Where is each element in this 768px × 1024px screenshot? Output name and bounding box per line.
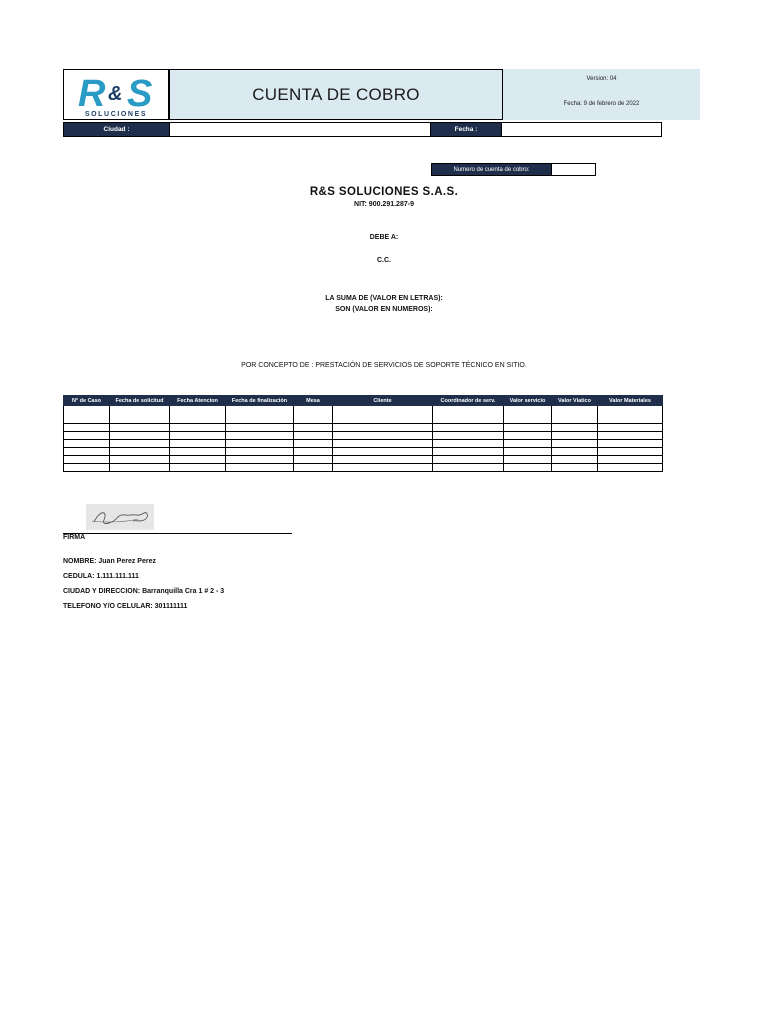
table-row — [64, 424, 663, 432]
concepto-text: POR CONCEPTO DE : PRESTACIÓN DE SERVICIOS DE SOPORTE TÉCNICO EN SITIO. — [241, 362, 527, 369]
table-cell[interactable] — [226, 432, 294, 440]
table-cell[interactable] — [110, 432, 170, 440]
svg-text:R: R — [78, 73, 106, 115]
table-cell[interactable] — [170, 432, 226, 440]
account-number-box — [431, 163, 596, 176]
date-label: Fecha : — [431, 123, 501, 136]
table-header-cell: Fecha de finalización — [226, 396, 294, 406]
firma-label: FIRMA — [63, 534, 86, 541]
table-row — [64, 464, 663, 472]
table-cell[interactable] — [433, 440, 504, 448]
table-cell[interactable] — [552, 464, 598, 472]
table-cell[interactable] — [504, 440, 552, 448]
table-cell[interactable] — [433, 464, 504, 472]
table-cell[interactable] — [552, 424, 598, 432]
document-date: Fecha: 9 de febrero de 2022 — [563, 101, 640, 107]
table-cell[interactable] — [294, 432, 333, 440]
table-header-cell: Valor servicio — [504, 396, 552, 406]
signature-line — [63, 533, 292, 534]
city-date-row — [63, 122, 662, 137]
table-cell[interactable] — [333, 440, 433, 448]
table-cell[interactable] — [170, 440, 226, 448]
table-cell[interactable] — [64, 424, 110, 432]
table-cell[interactable] — [226, 406, 294, 424]
table-cell[interactable] — [552, 456, 598, 464]
table-cell[interactable] — [110, 456, 170, 464]
table-cell[interactable] — [294, 406, 333, 424]
table-cell[interactable] — [552, 448, 598, 456]
table-cell[interactable] — [333, 424, 433, 432]
city-field[interactable] — [169, 123, 431, 136]
table-cell[interactable] — [433, 424, 504, 432]
table-cell[interactable] — [433, 456, 504, 464]
table-cell[interactable] — [552, 406, 598, 424]
version-label: Version: 04 — [586, 76, 617, 82]
table-cell[interactable] — [110, 424, 170, 432]
table-cell[interactable] — [64, 448, 110, 456]
son-numeros-label: SON (VALOR EN NUMEROS): — [335, 306, 433, 313]
table-header-cell: Fecha de solicitud — [110, 396, 170, 406]
table-cell[interactable] — [504, 448, 552, 456]
table-cell[interactable] — [170, 456, 226, 464]
cedula-field: CEDULA: 1.111.111.111 — [63, 573, 139, 580]
suma-letras-label: LA SUMA DE (VALOR EN LETRAS): — [325, 295, 443, 302]
table-cell[interactable] — [504, 424, 552, 432]
table-cell[interactable] — [598, 432, 663, 440]
table-cell[interactable] — [170, 464, 226, 472]
table-cell[interactable] — [64, 440, 110, 448]
table-cell[interactable] — [598, 406, 663, 424]
table-header-cell: Coordinador de serv. — [433, 396, 504, 406]
table-cell[interactable] — [226, 464, 294, 472]
table-cell[interactable] — [226, 448, 294, 456]
table-cell[interactable] — [598, 440, 663, 448]
handwritten-signature-icon — [86, 504, 154, 530]
document-meta — [503, 69, 700, 120]
table-cell[interactable] — [226, 456, 294, 464]
table-cell[interactable] — [170, 424, 226, 432]
table-row — [64, 440, 663, 448]
cc-label: C.C. — [377, 257, 391, 264]
table-cell[interactable] — [170, 406, 226, 424]
table-cell[interactable] — [333, 464, 433, 472]
table-header-cell: N° de Caso — [64, 396, 110, 406]
table-cell[interactable] — [294, 448, 333, 456]
table-cell[interactable] — [110, 440, 170, 448]
table-cell[interactable] — [294, 424, 333, 432]
table-cell[interactable] — [433, 406, 504, 424]
company-logo — [63, 69, 169, 120]
table-header-row — [64, 396, 663, 406]
table-cell[interactable] — [433, 432, 504, 440]
table-cell[interactable] — [552, 440, 598, 448]
table-cell[interactable] — [333, 432, 433, 440]
table-cell[interactable] — [226, 440, 294, 448]
table-cell[interactable] — [598, 456, 663, 464]
table-cell[interactable] — [110, 406, 170, 424]
signature-image — [86, 504, 154, 530]
table-row — [64, 406, 663, 424]
table-cell[interactable] — [294, 456, 333, 464]
table-header-cell: Mesa — [294, 396, 333, 406]
cases-table — [63, 395, 663, 472]
date-field[interactable] — [501, 123, 661, 136]
table-cell[interactable] — [552, 432, 598, 440]
table-row — [64, 456, 663, 464]
table-cell[interactable] — [333, 456, 433, 464]
table-row — [64, 448, 663, 456]
table-cell[interactable] — [333, 448, 433, 456]
logo-subtitle: SOLUCIONES — [84, 111, 148, 118]
table-cell[interactable] — [64, 432, 110, 440]
table-cell[interactable] — [64, 456, 110, 464]
city-label: Ciudad : — [64, 123, 169, 136]
table-cell[interactable] — [294, 464, 333, 472]
table-cell[interactable] — [504, 406, 552, 424]
table-cell[interactable] — [433, 448, 504, 456]
table-body — [64, 406, 663, 472]
table-row — [64, 432, 663, 440]
debe-a-label: DEBE A: — [369, 234, 399, 241]
table-header-cell: Valor Viatico — [552, 396, 598, 406]
ciudad-direccion-field: CIUDAD Y DIRECCION: Barranquilla Cra 1 # 2 - 3 — [63, 588, 225, 595]
table-header-cell: Valor Materiales — [598, 396, 663, 406]
svg-text:S: S — [127, 73, 153, 115]
table-header-cell: Fecha Atencion — [170, 396, 226, 406]
nombre-field: NOMBRE: Juan Perez Perez — [63, 558, 156, 565]
table-cell[interactable] — [598, 424, 663, 432]
svg-text:&: & — [108, 83, 123, 105]
company-name: R&S SOLUCIONES S.A.S. — [309, 186, 459, 198]
telefono-field: TELEFONO Y/O CELULAR: 301111111 — [63, 603, 188, 610]
table-cell[interactable] — [110, 464, 170, 472]
company-nit: NIT: 900.291.287-9 — [354, 201, 414, 208]
table-header-cell: Cliente — [333, 396, 433, 406]
table-cell[interactable] — [64, 406, 110, 424]
account-number-label: Numero de cuenta de cobro: — [432, 164, 551, 175]
table-cell[interactable] — [110, 448, 170, 456]
table-cell[interactable] — [504, 464, 552, 472]
table-cell[interactable] — [504, 432, 552, 440]
table-cell[interactable] — [294, 440, 333, 448]
table-cell[interactable] — [170, 448, 226, 456]
table-cell[interactable] — [333, 406, 433, 424]
rs-logo-icon — [64, 70, 168, 119]
table-cell[interactable] — [226, 424, 294, 432]
account-number-field[interactable] — [551, 164, 595, 175]
table-cell[interactable] — [64, 464, 110, 472]
table-cell[interactable] — [598, 448, 663, 456]
table-cell[interactable] — [504, 456, 552, 464]
document-title: CUENTA DE COBRO — [169, 69, 503, 120]
table-cell[interactable] — [598, 464, 663, 472]
